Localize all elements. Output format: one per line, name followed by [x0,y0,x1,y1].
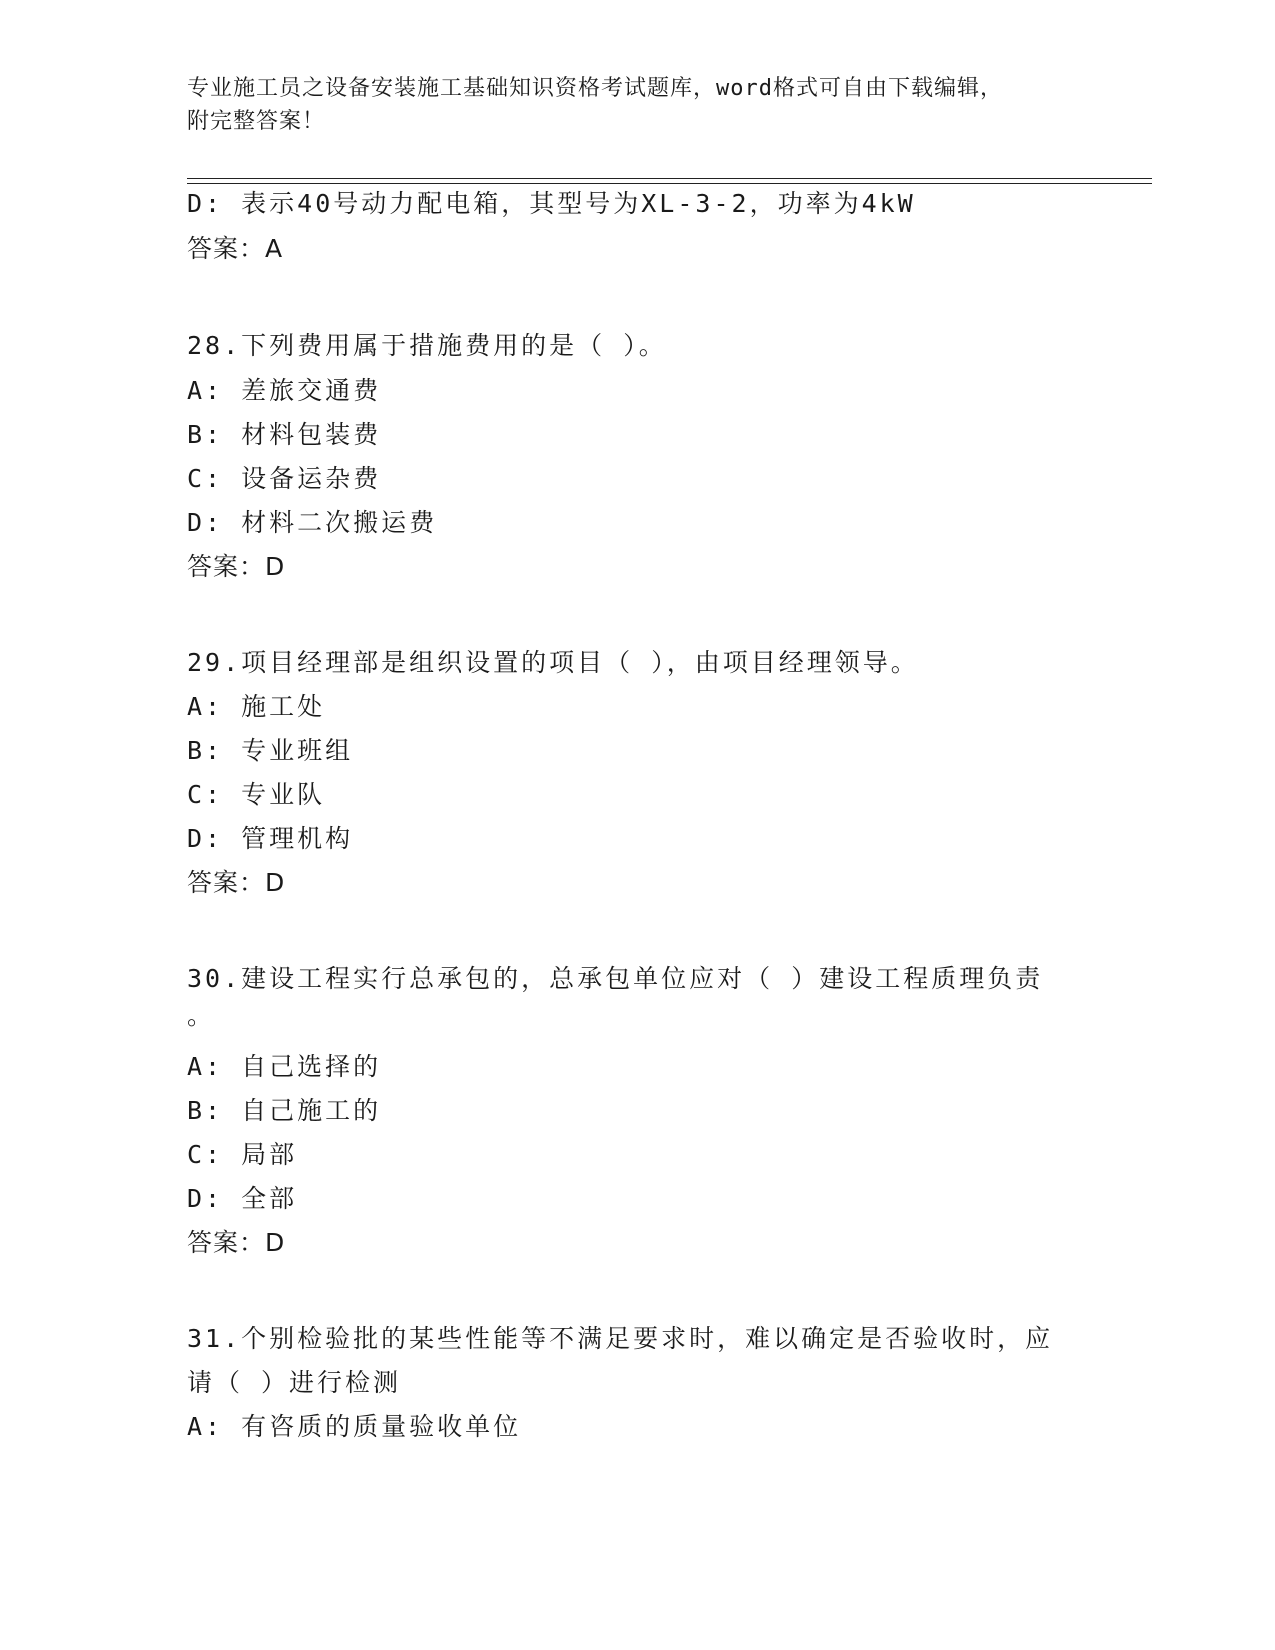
answer-line: 答案：D [187,868,286,897]
answer-line: 答案：A [187,234,284,263]
answer-line: 答案：D [187,552,286,581]
option-d-line: D: 管理机构 [187,824,354,853]
question-30-continuation: 。 [187,1001,216,1030]
document-header [187,72,1087,138]
option-c-line: C: 专业队 [187,780,326,809]
question-29: 29.项目经理部是组织设置的项目（ ），由项目经理领导。 [187,648,919,677]
option-c-line: C: 局部 [187,1140,298,1169]
option-a-line: A: 差旅交通费 [187,376,382,405]
header-divider-bottom [187,183,1152,184]
question-31: 31.个别检验批的某些性能等不满足要求时，难以确定是否验收时，应 [187,1324,1054,1353]
option-d-line: D: 全部 [187,1184,298,1213]
option-a-line: A: 自己选择的 [187,1052,382,1081]
header-line-1: 专业施工员之设备安装施工基础知识资格考试题库，word格式可自由下载编辑， [187,76,1003,101]
option-b-line: B: 材料包装费 [187,420,382,449]
question-28: 28.下列费用属于措施费用的是（ ）。 [187,331,667,360]
option-b-line: B: 专业班组 [187,736,354,765]
answer-line: 答案：D [187,1228,286,1257]
header-divider-top [187,178,1152,179]
option-d-line: D: 表示40号动力配电箱，其型号为XL-3-2，功率为4kW [187,189,916,218]
option-b-line: B: 自己施工的 [187,1096,382,1125]
option-a-line: A: 施工处 [187,692,326,721]
option-a-line: A: 有咨质的质量验收单位 [187,1412,522,1441]
option-c-line: C: 设备运杂费 [187,464,382,493]
option-d-line: D: 材料二次搬运费 [187,508,438,537]
question-30: 30.建设工程实行总承包的，总承包单位应对（ ）建设工程质理负责 [187,964,1044,993]
header-line-2: 附完整答案！ [187,109,326,134]
question-31-continuation: 请（ ）进行检测 [187,1368,402,1397]
